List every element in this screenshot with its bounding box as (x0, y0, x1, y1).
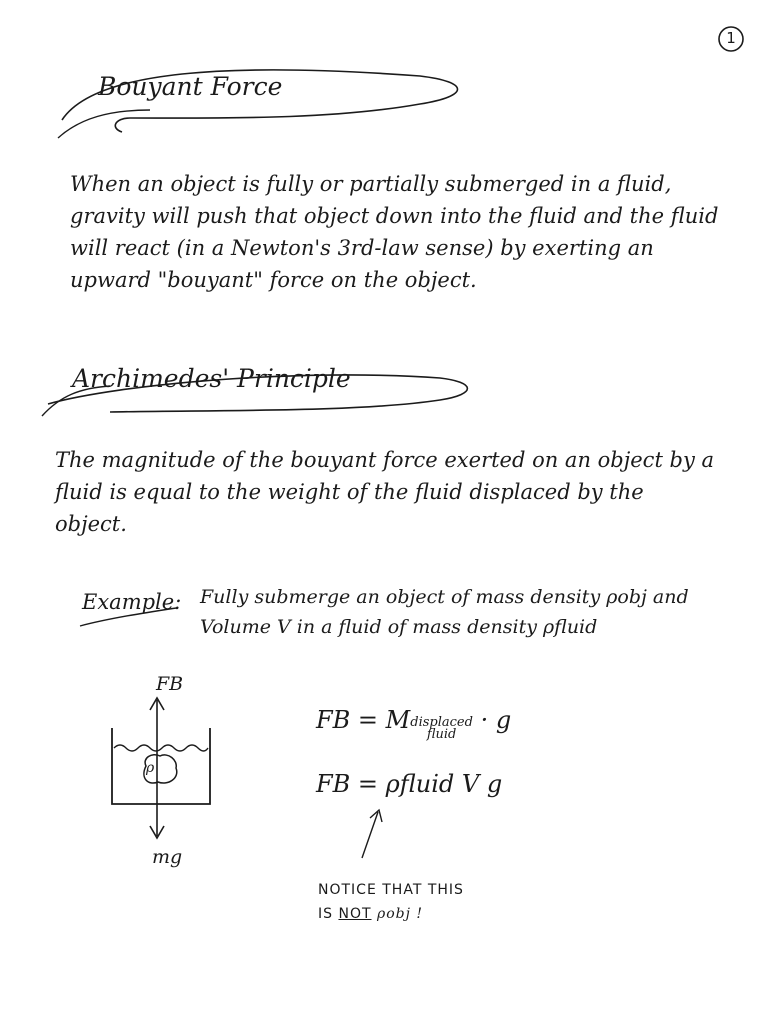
equation-buoyant-density: FB = ρfluid V g (316, 770, 503, 798)
archimedes-principle-statement: The magnitude of the bouyant force exerted on an object by a fluid is equal to the weight of the fluid displaced by the object. (55, 448, 715, 536)
page-number (717, 26, 745, 54)
heading-swoosh-1b (58, 110, 150, 138)
buoyant-force-arrowhead (150, 698, 164, 710)
note-pointer-arrowhead (370, 810, 382, 822)
gravity-arrowhead (150, 826, 164, 838)
eq1-sub-bottom: fluid (426, 727, 457, 742)
page-number-label: 1 (726, 29, 736, 47)
section-heading-bouyant-force: Bouyant Force (98, 72, 283, 101)
note-is: IS (318, 906, 334, 922)
buoyant-force-label: FB (156, 673, 184, 695)
container (112, 728, 210, 804)
example-text: Fully submerge an object of mass density ρobj and Volume V in a fluid of mass density ρfluid (200, 586, 689, 638)
section-heading-archimedes: Archimedes' Principle (72, 364, 351, 393)
example-label: Example: (82, 590, 182, 614)
note-pointer-arrow (362, 812, 378, 858)
eq1-sub-top: displaced (410, 715, 473, 730)
fluid-surface (114, 745, 208, 751)
note-rho-obj: ρobj ! (376, 906, 424, 922)
eq1-rhs: · g (480, 706, 512, 734)
note-annotation (318, 878, 464, 926)
note-line-1: NOTICE THAT THIS (318, 882, 464, 898)
object-density-label: ρ (146, 760, 155, 776)
eq1-lhs: FB = (316, 706, 379, 734)
note-not: NOT (338, 906, 372, 922)
gravity-force-label: mg (152, 846, 183, 868)
bouyant-force-definition: When an object is fully or partially submerged in a fluid, gravity will push that object down into the fluid and the fluid will react (in a Newton's 3rd-law sense) by exerting an upward "bouyant" force on the object. (70, 172, 719, 292)
note-line-2 (318, 902, 464, 926)
eq1-subscript (410, 717, 473, 741)
eq1-mass: M (385, 706, 411, 734)
equation-buoyant-mass (316, 706, 511, 741)
